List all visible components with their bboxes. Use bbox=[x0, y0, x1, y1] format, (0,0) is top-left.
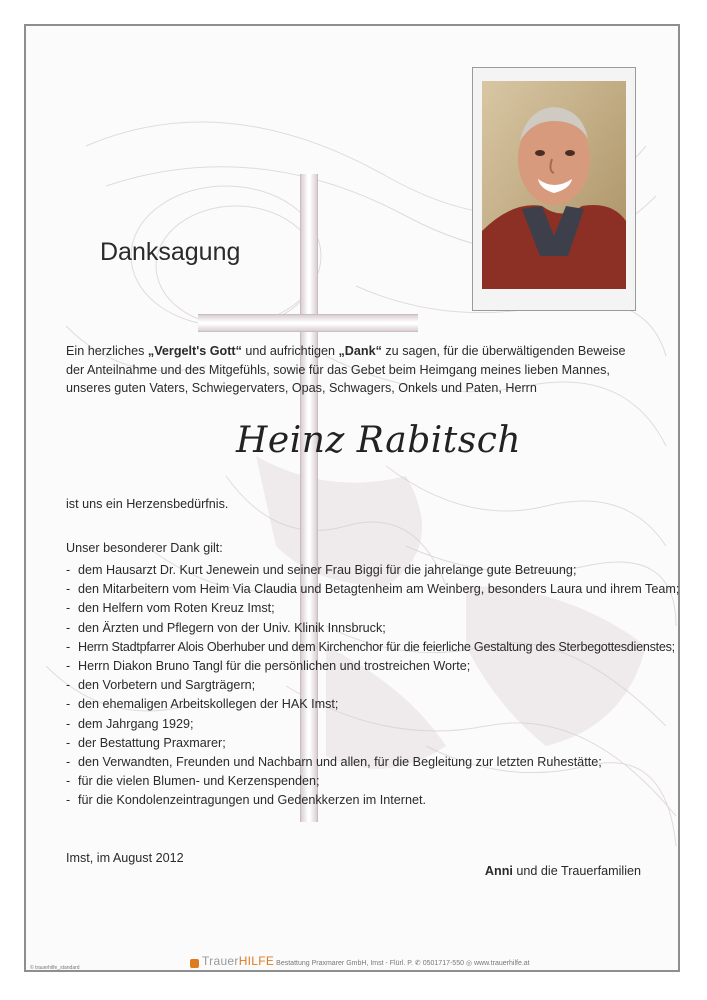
list-dash: - bbox=[66, 793, 71, 808]
brand-name: TrauerHILFE bbox=[202, 954, 275, 968]
signoff-rest: und die Trauerfamilien bbox=[512, 864, 641, 878]
signoff-name: Anni bbox=[484, 864, 513, 878]
intro-text-2: und aufrichtigen bbox=[241, 344, 339, 358]
thanks-list bbox=[66, 561, 679, 810]
list-item: - der Bestattung Praxmarer; bbox=[66, 734, 679, 753]
list-item: - den Vorbetern und Sargträgern; bbox=[66, 676, 679, 695]
list-dash: - bbox=[66, 754, 71, 769]
deceased-name: Heinz Rabitsch bbox=[236, 420, 522, 461]
list-dash: - bbox=[66, 582, 71, 597]
place-date: Imst, im August 2012 bbox=[66, 851, 184, 865]
list-dash: - bbox=[66, 563, 71, 577]
list-dash: - bbox=[66, 658, 71, 673]
footer bbox=[190, 954, 530, 968]
list-item: - den Mitarbeitern vom Heim Via Claudia und Betagtenheim am Weinberg, besonders Laura und ihrem Team; bbox=[66, 580, 679, 599]
list-item: - Herrn Diakon Bruno Tangl für die persönlichen und trostreichen Worte; bbox=[66, 657, 679, 676]
intro-text-3: zu sagen, für die überwältigenden Beweise der Anteilnahme und des Mitgefühls, sowie für das Gebet beim Heimgang meines lieben Mannes, unseres guten Vaters, Schwiegervaters, Opas, Schwagers, Onkels und Paten, Herrn bbox=[66, 344, 626, 395]
list-item: - den Helfern vom Roten Kreuz Imst; bbox=[66, 599, 679, 618]
portrait-frame bbox=[472, 67, 636, 311]
list-item: - dem Jahrgang 1929; bbox=[66, 715, 679, 734]
copyright: © trauerhilfe_standard bbox=[30, 965, 80, 971]
list-item: - den ehemaligen Arbeitskollegen der HAK Imst; bbox=[66, 695, 679, 714]
list-dash: - bbox=[66, 716, 71, 731]
intro-paragraph bbox=[66, 342, 646, 398]
portrait-photo bbox=[482, 81, 626, 289]
dank-intro: Unser besonderer Dank gilt: bbox=[66, 541, 223, 555]
list-dash: - bbox=[66, 620, 71, 635]
signoff bbox=[485, 864, 641, 878]
list-item: - für die vielen Blumen- und Kerzenspenden; bbox=[66, 772, 679, 791]
list-dash: - bbox=[66, 735, 71, 750]
cross-horizontal-beam bbox=[198, 314, 418, 332]
intro-vergelts: „Vergelt's Gott“ bbox=[147, 344, 242, 358]
list-item: - für die Kondolenzeintragungen und Gedenkkerzen im Internet. bbox=[66, 791, 679, 810]
page-title: Danksagung bbox=[100, 238, 241, 266]
intro-dank: „Dank“ bbox=[338, 344, 382, 358]
list-dash: - bbox=[66, 774, 71, 789]
intro-text-1: Ein herzliches bbox=[66, 344, 148, 358]
list-item: - den Verwandten, Freunden und Nachbarn und allen, für die Begleitung zur letzten Ruhestätte; bbox=[66, 753, 679, 772]
list-dash: - bbox=[66, 697, 71, 712]
list-item: - Herrn Stadtpfarrer Alois Oberhuber und dem Kirchenchor für die feierliche Gestaltung des Sterbegottesdienstes; bbox=[66, 638, 679, 657]
list-item: - dem Hausarzt Dr. Kurt Jenewein und seiner Frau Biggi für die jahrelange gute Betreuung; bbox=[66, 561, 679, 580]
footer-text: Bestattung Praxmarer GmbH, Imst - Flürl. P. ✆ 0501717-550 ◎ www.trauerhilfe.at bbox=[276, 960, 530, 967]
list-dash: - bbox=[66, 639, 70, 654]
herzens-line: ist uns ein Herzensbedürfnis. bbox=[66, 497, 229, 511]
trauerhilfe-logo-icon bbox=[190, 959, 199, 968]
list-dash: - bbox=[66, 678, 71, 693]
list-item: - den Ärzten und Pflegern von der Univ. Klinik Innsbruck; bbox=[66, 619, 679, 638]
list-dash: - bbox=[66, 601, 71, 616]
